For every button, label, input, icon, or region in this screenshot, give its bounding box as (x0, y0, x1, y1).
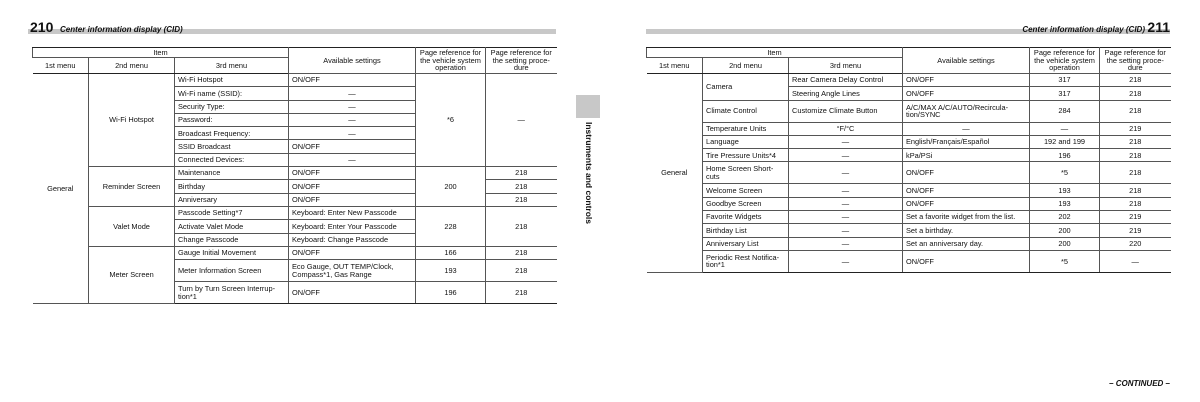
second-menu-cell: Climate Control (703, 100, 789, 122)
page-ref-setting-cell: 218 (1100, 74, 1171, 87)
second-menu-cell: Temperature Units (703, 122, 789, 135)
second-menu-cell: Tire Pressure Units*4 (703, 149, 789, 162)
page-ref-setting-cell: 218 (1100, 149, 1171, 162)
second-menu-cell: Birthday List (703, 224, 789, 237)
table-row (647, 197, 1171, 210)
settings-cell: ON/OFF (289, 282, 416, 304)
settings-cell: — (903, 122, 1030, 135)
page-ref-vehicle-cell: 200 (1030, 237, 1100, 250)
third-menu-cell: Customize Climate Button (789, 100, 903, 122)
header-1st-menu: 1st menu (33, 58, 89, 74)
page-ref-vehicle-cell: 192 and 199 (1030, 135, 1100, 148)
table-row (647, 211, 1171, 224)
page-ref-setting-cell: 219 (1100, 122, 1171, 135)
page-ref-setting-cell: — (1100, 250, 1171, 272)
second-menu-cell: Anniversary List (703, 237, 789, 250)
third-menu-cell: Connected Devices: (175, 153, 289, 166)
third-menu-cell: Password: (175, 113, 289, 126)
page-ref-setting-cell: 218 (486, 193, 557, 206)
settings-cell: Set a birthday. (903, 224, 1030, 237)
page-ref-vehicle-cell: 317 (1030, 74, 1100, 87)
settings-cell: ON/OFF (903, 162, 1030, 184)
table-row (33, 167, 557, 180)
third-menu-cell: Rear Camera Delay Control (789, 74, 903, 87)
page-ref-setting-cell: 218 (1100, 87, 1171, 100)
table-row (647, 135, 1171, 148)
settings-cell: ON/OFF (903, 87, 1030, 100)
page-ref-setting-cell: 220 (1100, 237, 1171, 250)
section-title: Center information display (CID) (1022, 25, 1145, 34)
page-ref-setting-cell: 218 (486, 260, 557, 282)
table-row (647, 149, 1171, 162)
third-menu-cell: Passcode Setting*7 (175, 206, 289, 219)
settings-cell: Keyboard: Change Passcode (289, 233, 416, 246)
header-available-settings: Available settings (903, 48, 1030, 74)
header-available-settings: Available settings (289, 48, 416, 74)
side-tab-text: Instruments and controls (584, 121, 595, 225)
second-menu-cell: Meter Screen (89, 246, 175, 303)
page-ref-vehicle-cell: 200 (416, 167, 486, 207)
page-ref-vehicle-cell: 202 (1030, 211, 1100, 224)
page-ref-vehicle-cell: 317 (1030, 87, 1100, 100)
page-ref-setting-cell: 218 (1100, 197, 1171, 210)
table-row (33, 206, 557, 219)
third-menu-cell: Birthday (175, 180, 289, 193)
third-menu-cell: — (789, 135, 903, 148)
third-menu-cell: — (789, 184, 903, 197)
table-row (647, 74, 1171, 87)
third-menu-cell: Wi-Fi name (SSID): (175, 87, 289, 100)
third-menu-cell: — (789, 149, 903, 162)
page-ref-vehicle-cell: 193 (1030, 197, 1100, 210)
table-row (33, 74, 557, 87)
page-ref-setting-cell: 218 (486, 282, 557, 304)
table-row (647, 100, 1171, 122)
header-item: Item (33, 48, 289, 58)
page-ref-vehicle-cell: 166 (416, 246, 486, 259)
third-menu-cell: Turn by Turn Screen Interrup-tion*1 (175, 282, 289, 304)
header-page-ref-setting: Page reference for the setting proce-dure (1100, 48, 1171, 74)
header-page-ref-setting: Page reference for the setting proce-dure (486, 48, 557, 74)
page-ref-setting-cell: — (486, 74, 557, 167)
settings-cell: ON/OFF (289, 246, 416, 259)
settings-cell: — (289, 87, 416, 100)
page-ref-vehicle-cell: *5 (1030, 162, 1100, 184)
section-title: Center information display (CID) (60, 25, 183, 34)
table-row (647, 224, 1171, 237)
page-ref-vehicle-cell: 284 (1030, 100, 1100, 122)
header-1st-menu: 1st menu (647, 58, 703, 74)
header-3rd-menu: 3rd menu (175, 58, 289, 74)
page-ref-setting-cell: 219 (1100, 224, 1171, 237)
settings-cell: Set an anniversary day. (903, 237, 1030, 250)
page-ref-vehicle-cell: 193 (1030, 184, 1100, 197)
second-menu-cell: Camera (703, 74, 789, 101)
page-ref-vehicle-cell: 196 (1030, 149, 1100, 162)
table-row (647, 237, 1171, 250)
settings-table-right (646, 47, 1171, 273)
second-menu-cell: Reminder Screen (89, 167, 175, 207)
settings-cell: ON/OFF (289, 74, 416, 87)
settings-cell: — (289, 100, 416, 113)
settings-cell: English/Français/Español (903, 135, 1030, 148)
header-3rd-menu: 3rd menu (789, 58, 903, 74)
page-ref-setting-cell: 218 (1100, 100, 1171, 122)
page-ref-vehicle-cell: 200 (1030, 224, 1100, 237)
third-menu-cell: — (789, 224, 903, 237)
page-ref-setting-cell: 218 (1100, 184, 1171, 197)
page-ref-setting-cell: 218 (486, 167, 557, 180)
header-2nd-menu: 2nd menu (89, 58, 175, 74)
third-menu-cell: SSID Broadcast (175, 140, 289, 153)
first-menu-general: General (647, 74, 703, 273)
second-menu-cell: Home Screen Short-cuts (703, 162, 789, 184)
section-thumb-tab (576, 95, 600, 118)
settings-cell: ON/OFF (903, 184, 1030, 197)
third-menu-cell: Gauge Initial Movement (175, 246, 289, 259)
settings-cell: — (289, 127, 416, 140)
header-page-ref-vehicle: Page reference for the vehicle system operation (416, 48, 486, 74)
second-menu-cell: Favorite Widgets (703, 211, 789, 224)
second-menu-cell: Goodbye Screen (703, 197, 789, 210)
second-menu-cell: Welcome Screen (703, 184, 789, 197)
settings-cell: kPa/PSi (903, 149, 1030, 162)
page-ref-vehicle-cell: 196 (416, 282, 486, 304)
header-2nd-menu: 2nd menu (703, 58, 789, 74)
settings-cell: ON/OFF (289, 167, 416, 180)
settings-cell: ON/OFF (903, 74, 1030, 87)
third-menu-cell: Meter Information Screen (175, 260, 289, 282)
settings-cell: A/C/MAX A/C/AUTO/Recircula-tion/SYNC (903, 100, 1030, 122)
third-menu-cell: Security Type: (175, 100, 289, 113)
second-menu-cell: Valet Mode (89, 206, 175, 246)
settings-cell: — (289, 113, 416, 126)
page-ref-setting-cell: 218 (1100, 162, 1171, 184)
page-ref-vehicle-cell: *5 (1030, 250, 1100, 272)
table-row (647, 122, 1171, 135)
page-ref-vehicle-cell: 193 (416, 260, 486, 282)
page-ref-setting-cell: 218 (486, 180, 557, 193)
third-menu-cell: Broadcast Frequency: (175, 127, 289, 140)
third-menu-cell: Wi-Fi Hotspot (175, 74, 289, 87)
third-menu-cell: Steering Angle Lines (789, 87, 903, 100)
third-menu-cell: — (789, 250, 903, 272)
settings-cell: — (289, 153, 416, 166)
settings-cell: Eco Gauge, OUT TEMP/Clock, Compass*1, Gas Range (289, 260, 416, 282)
header-item: Item (647, 48, 903, 58)
header-page-ref-vehicle: Page reference for the vehicle system operation (1030, 48, 1100, 74)
third-menu-cell: Maintenance (175, 167, 289, 180)
table-row (647, 184, 1171, 197)
third-menu-cell: °F/°C (789, 122, 903, 135)
third-menu-cell: — (789, 197, 903, 210)
settings-cell: Keyboard: Enter New Passcode (289, 206, 416, 219)
settings-cell: Set a favorite widget from the list. (903, 211, 1030, 224)
first-menu-general: General (33, 74, 89, 304)
page-ref-vehicle-cell: — (1030, 122, 1100, 135)
page-ref-setting-cell: 218 (486, 246, 557, 259)
settings-cell: ON/OFF (903, 250, 1030, 272)
page-ref-setting-cell: 218 (1100, 135, 1171, 148)
page-ref-vehicle-cell: 228 (416, 206, 486, 246)
settings-cell: Keyboard: Enter Your Passcode (289, 220, 416, 233)
settings-cell: ON/OFF (289, 140, 416, 153)
table-row (647, 250, 1171, 272)
table-row (33, 246, 557, 259)
page-ref-vehicle-cell: *6 (416, 74, 486, 167)
third-menu-cell: — (789, 162, 903, 184)
third-menu-cell: Anniversary (175, 193, 289, 206)
settings-table-left (32, 47, 557, 304)
table-row (647, 162, 1171, 184)
third-menu-cell: Change Passcode (175, 233, 289, 246)
settings-cell: ON/OFF (289, 180, 416, 193)
settings-cell: ON/OFF (903, 197, 1030, 210)
continued-label: – CONTINUED – (1109, 379, 1170, 388)
third-menu-cell: Activate Valet Mode (175, 220, 289, 233)
side-tab-label (578, 118, 600, 228)
second-menu-cell: Language (703, 135, 789, 148)
settings-cell: ON/OFF (289, 193, 416, 206)
page-number: 210 (30, 19, 54, 35)
third-menu-cell: — (789, 237, 903, 250)
page-ref-setting-cell: 219 (1100, 211, 1171, 224)
second-menu-cell: Periodic Rest Notifica-tion*1 (703, 250, 789, 272)
second-menu-cell: Wi-Fi Hotspot (89, 74, 175, 167)
third-menu-cell: — (789, 211, 903, 224)
page-number: 211 (1147, 19, 1170, 35)
page-ref-setting-cell: 218 (486, 206, 557, 246)
